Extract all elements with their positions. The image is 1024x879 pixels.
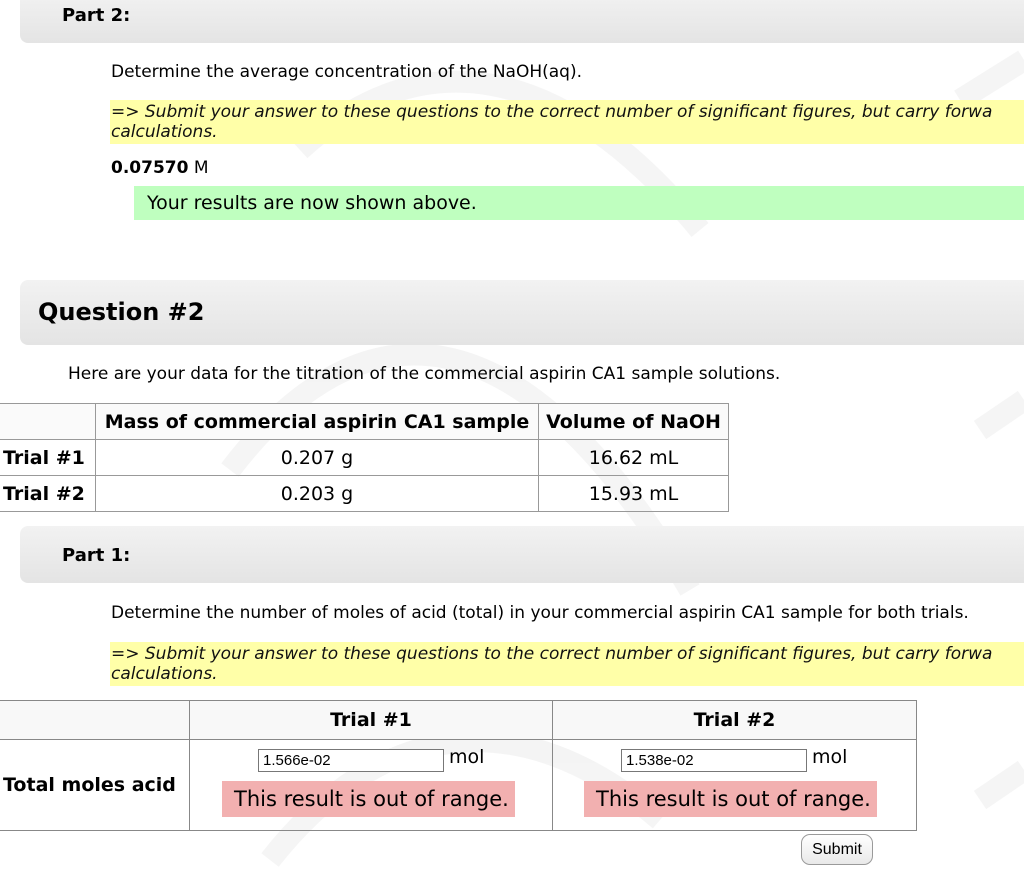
trial2-mass: 0.203 g [96,476,539,512]
part2-answer-value: 0.07570 [111,158,189,178]
trial2-answer-cell [553,740,917,831]
trial1-unit: mol [449,746,485,768]
trial2-unit: mol [812,746,848,768]
trial2-row-label: Trial #2 [0,476,96,512]
success-message: Your results are now shown above. [134,186,1024,220]
table-row [0,476,729,512]
trial1-error-message: This result is out of range. [222,781,515,817]
part2-sigfig-note [110,100,1024,144]
part2-answer-unit: M [193,158,209,178]
answer-corner-cell [0,701,190,740]
part2-answer [111,158,209,178]
volume-column-header: Volume of NaOH [539,404,729,440]
question2-title: Question #2 [38,298,205,326]
part2-note-line2: calculations. [111,122,218,142]
part1-question: Determine the number of moles of acid (total) in your commercial aspirin CA1 sample for both trials. [111,603,969,623]
submit-button[interactable]: Submit [801,834,873,865]
question2-header-bar [20,280,1024,345]
total-moles-label: Total moles acid [0,740,190,831]
part1-header-bar [20,526,1024,583]
part2-header-bar [20,0,1024,43]
mass-column-header: Mass of commercial aspirin CA1 sample [96,404,539,440]
trial1-volume: 16.62 mL [539,440,729,476]
part2-note-line1: => Submit your answer to these questions to the correct number of significant figures, but carry forwa [111,102,993,122]
part2-question: Determine the average concentration of the NaOH(aq). [111,62,582,82]
table-header-row [0,404,729,440]
table-row [0,440,729,476]
trial2-column-header: Trial #2 [553,701,917,740]
trial1-answer-cell [190,740,553,831]
part1-sigfig-note [110,642,1024,686]
answer-header-row [0,701,917,740]
trial1-moles-input[interactable] [258,749,444,772]
titration-data-table [0,403,729,512]
table-corner-cell [0,404,96,440]
trial1-row-label: Trial #1 [0,440,96,476]
trial1-column-header: Trial #1 [190,701,553,740]
moles-answer-table [0,700,917,831]
answer-row [0,740,917,831]
part1-note-line2: calculations. [111,664,218,684]
part1-note-line1: => Submit your answer to these questions to the correct number of significant figures, but carry forwa [111,644,993,664]
trial2-volume: 15.93 mL [539,476,729,512]
trial1-mass: 0.207 g [96,440,539,476]
part1-title: Part 1: [62,545,131,566]
trial2-moles-input[interactable] [621,749,807,772]
trial2-error-message: This result is out of range. [584,781,877,817]
part2-title: Part 2: [62,5,131,26]
question2-intro: Here are your data for the titration of the commercial aspirin CA1 sample solutions. [68,364,781,384]
